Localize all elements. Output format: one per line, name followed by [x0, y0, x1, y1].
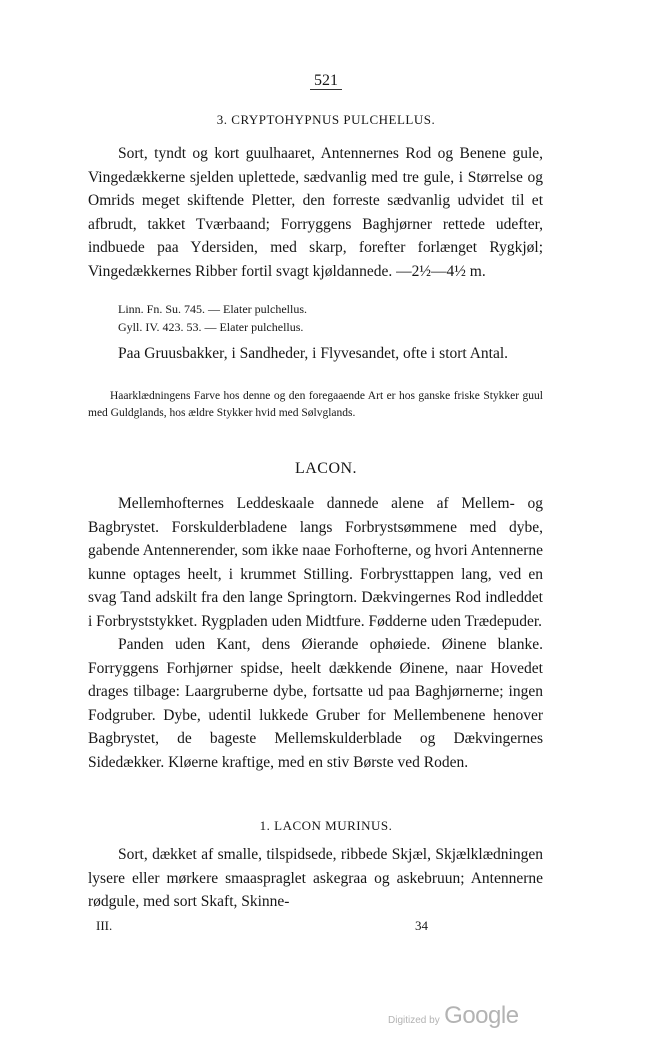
- genus-title-lacon: LACON.: [294, 460, 358, 477]
- reference-gyllenhal: Gyll. IV. 423. 53. — Elater pulchellus.: [118, 320, 304, 334]
- species-heading-cryptohypnus: 3. CRYPTOHYPNUS PULCHELLUS.: [216, 112, 436, 127]
- references: [118, 300, 518, 336]
- reference-linnaeus: Linn. Fn. Su. 745. — Elater pulchellus.: [118, 302, 307, 316]
- species-description: Sort, tyndt og kort guulhaaret, Antennernes Rod og Benene gule, Vingedækkerne sjelden uplettede, sædvanlig med tre gule, i Størrelse og Omrids meget skiftende Pletter, den forreste sædvanlig udvidet til et afbrudt, takket Tværbaand; Forryggens Baghjørner rettede udefter, indbuede paa Ydersiden, med skarp, forefter forlænget Rygkjøl; Vingedækkernes Ribber fortil svagt kjøldannede. —2½—4½ m.: [88, 145, 543, 280]
- sheet-number: 34: [415, 918, 428, 933]
- species-heading-lacon-murinus: 1. LACON MURINUS.: [259, 818, 393, 833]
- species-description-murinus: Sort, dækket af smalle, tilspidsede, ribbede Skjæl, Skjælklædningen lysere eller mørkere smaaspraglet askegraa og askebruun; Antennerne rødgule, med sort Skaft, Skinne-: [88, 846, 543, 910]
- footnote-paragraph: Haarklædningens Farve hos denne og den foregaaende Art er hos ganske friske Stykker guul med Guldglands, hos ældre Stykker hvid med Sølvglands.: [88, 390, 543, 419]
- watermark-brand: Google: [444, 1002, 519, 1029]
- signature-mark: III.: [96, 918, 113, 933]
- genus-description-paragraph-2: Panden uden Kant, dens Øierande ophøiede. Øinene blanke. Forryggens Forhjørner spidse, heelt dækkende Øinene, naar Hovedet drages tilbage: Laargruberne dybe, fortsatte ud paa Baghjørnerne; ingen Fodgruber. Dybe, udentil lukkede Gruber for Mellembenene henover Bagbrystet, de bageste Mellemskulderblade og Dækvingernes Sidedækker. Kløerne kraftige, med en stiv Børste ved Roden.: [88, 636, 543, 771]
- watermark-prefix: Digitized by: [388, 1015, 440, 1026]
- page-number: 521: [0, 72, 652, 90]
- digitized-watermark: [388, 1002, 519, 1030]
- genus-description-paragraph-1: Mellemhofternes Leddeskaale dannede alene af Mellem- og Bagbrystet. Forskulderbladene langs Forbrystsømmene med dybe, gabende Antennerender, som ikke naae Forhofterne, og hvori Antennerne kunne optages heelt, i krummet Stilling. Forbrysttappen lang, ved en svag Tand adskilt fra den lange Springtorn. Dækvingernes Rod indleddet i Forbryststykket. Rygpladen uden Midtfure. Fødderne uden Trædepuder.: [88, 495, 543, 630]
- habitat-paragraph: Paa Gruusbakker, i Sandheder, i Flyvesandet, ofte i stort Antal.: [118, 345, 509, 362]
